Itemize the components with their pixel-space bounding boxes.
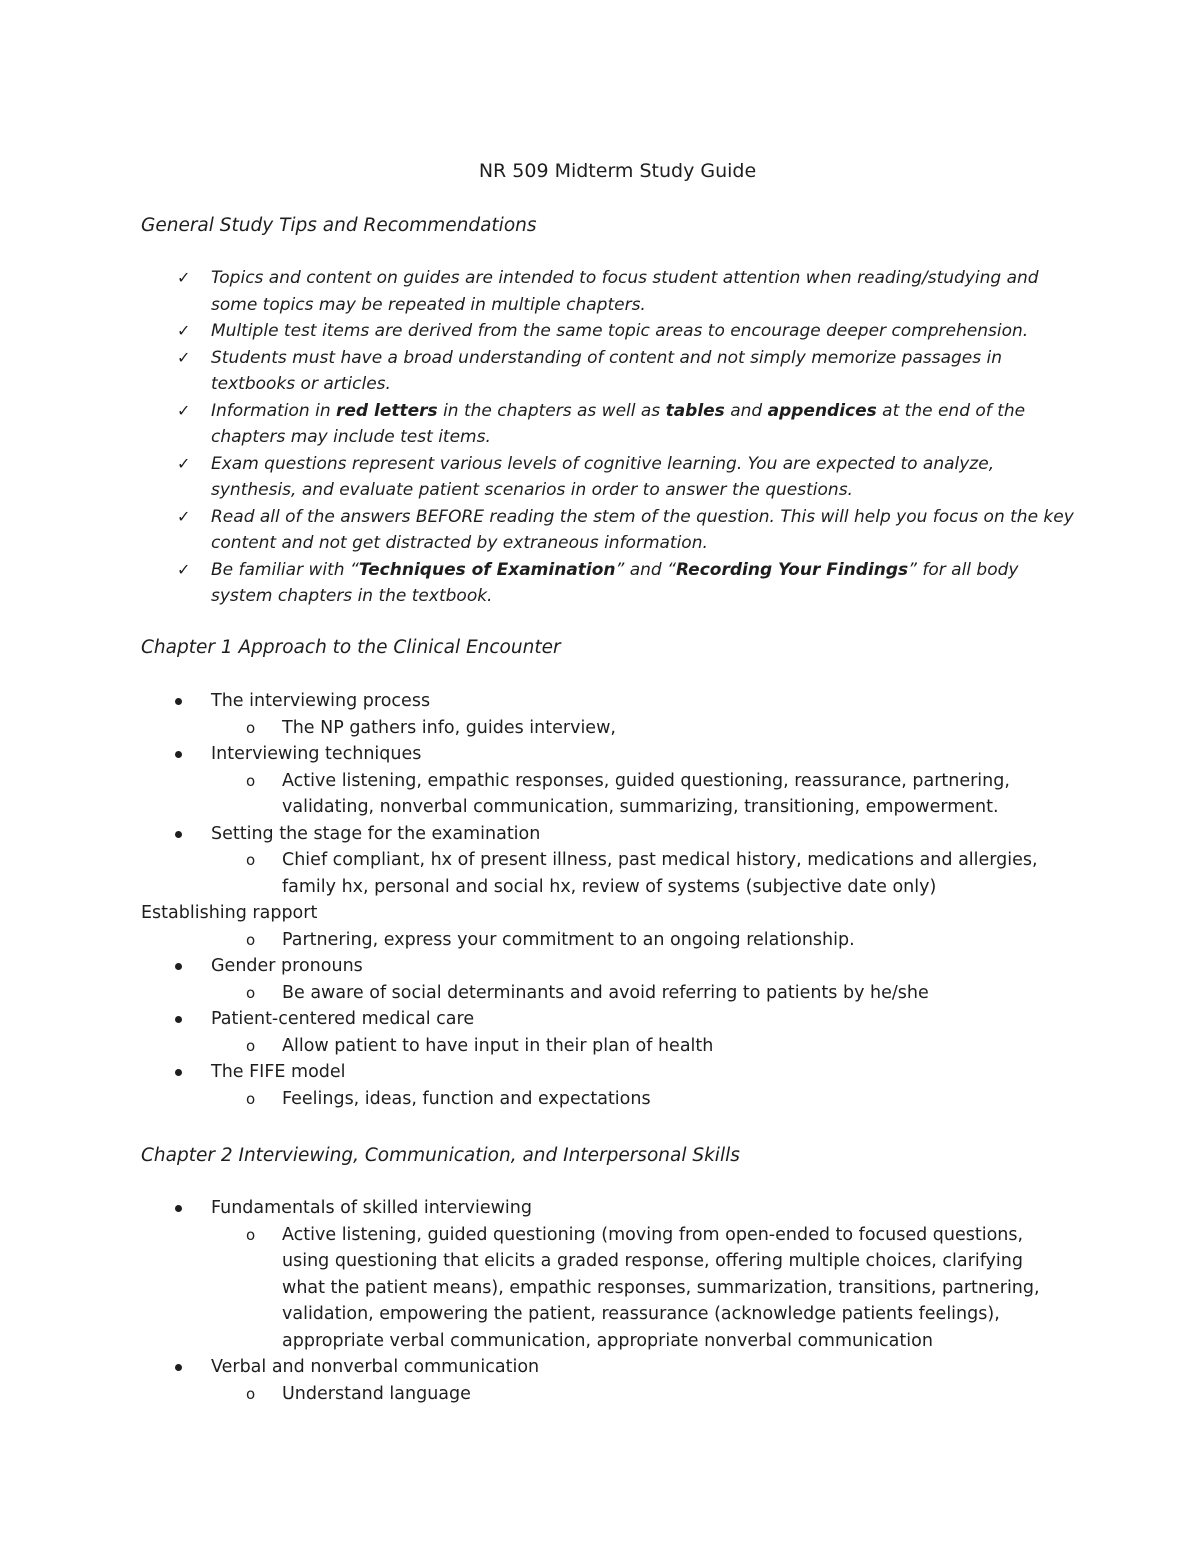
item-text: Allow patient to have input in their plan of health [282,1035,714,1056]
circle-bullet-icon: o [246,1089,256,1108]
tip-item [0,345,1081,398]
checkmark-icon: ✓ [177,506,191,526]
tip-item [0,265,1081,318]
item-text: Active listening, empathic responses, guided questioning, reassurance, partnering, validating, nonverbal communication, summarizing, transitioning, empowerment. [282,770,1010,817]
checkmark-icon: ✓ [177,268,191,287]
item-text: Feelings, ideas, function and expectations [282,1088,651,1109]
sub-bullet-item [0,1033,1042,1060]
tip-text: Multiple test items are derived from the same topic areas to encourage deeper comprehension. [211,321,1029,341]
bullet-item [0,821,1051,848]
circle-bullet-icon: o [246,851,256,869]
sub-bullet-item [0,980,1042,1007]
item-text: Establishing rapport [141,903,318,923]
item-text: Be aware of social determinants and avoid referring to patients by he/she [282,982,929,1003]
tip-emphasis: appendices [767,400,877,421]
bullet-item [0,741,1051,768]
sub-bullet-item [0,1222,1042,1355]
bullet-icon [175,751,182,758]
bullet-item [0,1195,1051,1222]
tip-emphasis: tables [665,400,725,421]
checkmark-icon: ✓ [177,321,191,340]
tip-text: ” and “ [615,559,676,580]
item-text: The FIFE model [211,1062,346,1082]
circle-bullet-icon: o [246,930,256,949]
bullet-icon [175,698,182,705]
tip-item [0,318,1081,345]
circle-bullet-icon: o [246,1036,256,1055]
tip-item [0,557,1081,610]
tip-emphasis: Recording Your Findings [675,559,909,580]
sub-bullet-item [0,768,1042,821]
bullet-icon [175,963,182,970]
item-text: Understand language [282,1383,471,1404]
plain-line [0,900,1051,927]
circle-bullet-icon: o [246,771,256,790]
sub-bullet-item [0,927,1042,954]
sub-bullet-item [0,1086,1042,1113]
tip-text: Topics and content on guides are intended to focus student attention when reading/studying and some topics may be repeated in multiple chapters. [211,268,1039,315]
bullet-item [0,1006,1051,1033]
bullet-icon [175,1069,182,1076]
tip-item [0,504,1081,557]
chapter2-heading: Chapter 2 Interviewing, Communication, and Interpersonal Skills [141,1145,740,1166]
circle-bullet-icon: o [246,983,256,1002]
tip-text: in the chapters as well as [437,400,666,421]
item-text: Gender pronouns [211,956,363,976]
item-text: Interviewing techniques [211,744,422,764]
checkmark-icon: ✓ [177,347,191,367]
tip-item [0,398,1081,451]
checkmark-icon: ✓ [177,559,191,579]
tip-item [0,451,1081,504]
item-text: The interviewing process [211,691,431,711]
tip-text: Read all of the answers BEFORE reading the stem of the question. This will help you focus on the key content and not get distracted by extraneous information. [211,506,1074,553]
item-text: Patient-centered medical care [211,1009,475,1029]
item-text: Verbal and nonverbal communication [211,1357,540,1377]
sub-bullet-item [0,1381,1042,1408]
tip-text: Be familiar with “ [211,559,359,580]
sub-bullet-item [0,847,1042,900]
tip-text: ” for all body system chapters in the textbook. [211,559,1019,606]
checkmark-icon: ✓ [177,453,191,473]
circle-bullet-icon: o [246,1384,256,1403]
item-text: Active listening, guided questioning (moving from open-ended to focused questions, using questioning that elicits a graded response, offering multiple choices, clarifying what the patient means), empathic responses, summarization, transitions, partnering, validation, empowering the patient, reassurance (acknowledge patients feelings), appropriate verbal communication, appropriate nonverbal communication [282,1224,1040,1351]
bullet-item [0,1354,1051,1381]
bullet-item [0,688,1051,715]
bullet-item [0,953,1051,980]
tips-heading: General Study Tips and Recommendations [141,215,537,236]
item-text: Fundamentals of skilled interviewing [211,1198,532,1218]
tip-emphasis: red letters [336,400,438,421]
circle-bullet-icon: o [246,1225,256,1244]
chapter1-heading: Chapter 1 Approach to the Clinical Encounter [141,637,561,658]
item-text: The NP gathers info, guides interview, [282,717,616,738]
page-title: NR 509 Midterm Study Guide [478,160,757,182]
bullet-item [0,1059,1051,1086]
tip-text: and [724,400,768,421]
chapter2-list [0,1195,1051,1407]
tip-emphasis: Techniques of Examination [358,559,616,580]
tips-list [0,265,1081,610]
item-text: Partnering, express your commitment to an ongoing relationship. [282,929,855,950]
tip-text: Students must have a broad understanding of content and not simply memorize passages in textbooks or articles. [211,347,1003,394]
item-text: Chief compliant, hx of present illness, past medical history, medications and allergies, family hx, personal and social hx, review of systems (subjective date only) [282,850,1038,897]
sub-bullet-item [0,715,1042,742]
chapter1-list [0,688,1051,1112]
bullet-icon [175,831,182,838]
tip-text: Information in [211,400,337,421]
bullet-icon [175,1364,182,1371]
tip-text: at the end of the chapters may include test items. [211,400,1026,447]
tip-text: Exam questions represent various levels of cognitive learning. You are expected to analyze, synthesis, and evaluate patient scenarios in order to answer the questions. [211,453,995,500]
bullet-icon [175,1205,182,1212]
item-text: Setting the stage for the examination [211,823,541,844]
circle-bullet-icon: o [246,718,256,737]
bullet-icon [175,1016,182,1023]
checkmark-icon: ✓ [177,400,191,420]
